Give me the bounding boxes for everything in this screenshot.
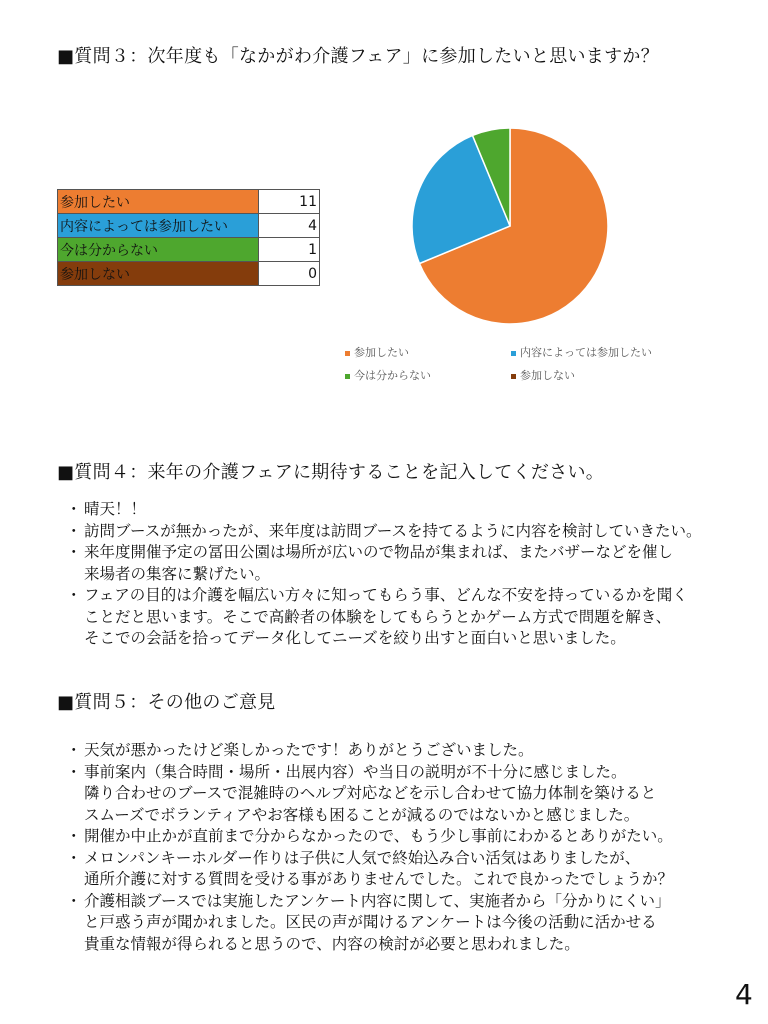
legend-item — [345, 344, 409, 360]
list-item-line: ことだと思います。そこで高齢者の体験をしてもらうとかゲーム方式で問題を解き、 — [84, 607, 672, 626]
list-item — [70, 848, 673, 891]
q5-heading: ■質問５：その他のご意見 — [57, 692, 276, 713]
q3-results-table — [57, 189, 320, 286]
row-label: 参加しない — [58, 262, 259, 286]
list-item — [70, 499, 702, 521]
list-item-line: そこでの会話を拾ってデータ化してニーズを絞り出すと面白いと思いました。 — [84, 629, 626, 647]
list-item — [70, 585, 702, 650]
table-row — [58, 190, 320, 214]
list-item — [70, 826, 673, 848]
legend-swatch — [345, 351, 350, 356]
q3-heading: ■質問３：次年度も「なかがわ介護フェア」に参加したいと思いますか？ — [57, 46, 660, 67]
row-value: 4 — [259, 214, 320, 238]
list-item-line: 貴重な情報が得られると思うので、内容の検討が必要と思われました。 — [84, 934, 580, 953]
list-item-line: 隣り合わせのブースで混雑時のヘルプ対応などを示し合わせて協力体制を築けると — [84, 784, 657, 802]
row-value: 0 — [259, 262, 320, 286]
row-label: 参加したい — [58, 190, 259, 214]
list-item-line: 通所介護に対する質問を受ける事がありませんでした。これで良かったでしょうか？ — [84, 870, 674, 888]
list-item-line: ・ フェアの目的は介護を幅広い方々に知ってもらう事、どんな不安を持っているかを聞く — [84, 586, 688, 604]
legend-swatch — [345, 374, 350, 379]
list-item-line: ・ 晴天！！ — [84, 500, 147, 518]
list-item-line: と戸惑う声が聞かれました。区民の声が聞けるアンケートは今後の活動に活かせる — [84, 913, 657, 931]
legend-label: 内容によっては参加したい — [520, 346, 652, 359]
row-value: 1 — [259, 238, 320, 262]
q5-answer-list — [70, 740, 673, 955]
list-item-line: ・ 訪問ブースが無かったが、来年度は訪問ブースを持てるように内容を検討していきたい。 — [84, 521, 702, 540]
legend-label: 参加したい — [354, 346, 409, 359]
table-row — [58, 238, 320, 262]
legend-swatch — [511, 374, 516, 379]
list-item-line: 来場者の集客に繋げたい。 — [84, 564, 271, 583]
list-item — [70, 521, 702, 543]
legend-item — [511, 344, 652, 360]
list-item-line: ・ 開催か中止かが直前まで分からなかったので、もう少し事前にわかるとありがたい。 — [84, 827, 673, 845]
list-item-line: ・ 介護相談ブースでは実施したアンケート内容に関して、実施者から「分かりにくい」 — [84, 891, 671, 910]
table-row — [58, 262, 320, 286]
q4-answer-list — [70, 499, 702, 650]
row-label: 内容によっては参加したい — [58, 214, 259, 238]
legend-item — [511, 367, 575, 383]
list-item — [70, 740, 673, 762]
legend-item — [345, 367, 431, 383]
list-item — [70, 542, 702, 585]
legend-label: 参加しない — [520, 369, 575, 382]
legend-swatch — [511, 351, 516, 356]
table-row — [58, 214, 320, 238]
list-item-line: ・ 来年度開催予定の冨田公園は場所が広いので物品が集まれば、またバザーなどを催し — [84, 543, 674, 561]
row-value: 11 — [259, 190, 320, 214]
page-number: 4 — [735, 978, 753, 1011]
pie-chart — [405, 122, 615, 332]
list-item-line: スムーズでボランティアやお客様も困ることが減るのではないかと感じました。 — [84, 805, 640, 824]
list-item-line: ・ 事前案内（集合時間・場所・出展内容）や当日の説明が不十分に感じました。 — [84, 762, 627, 781]
list-item-line: ・ 天気が悪かったけど楽しかったです！ありがとうございました。 — [84, 741, 534, 759]
list-item — [70, 891, 673, 956]
q4-heading: ■質問４：来年の介護フェアに期待することを記入してください。 — [57, 462, 605, 483]
list-item — [70, 762, 673, 827]
row-label: 今は分からない — [58, 238, 259, 262]
legend-label: 今は分からない — [354, 369, 431, 382]
list-item-line: ・ メロンパンキーホルダー作りは子供に人気で終始込み合い活気はありましたが、 — [84, 848, 641, 867]
